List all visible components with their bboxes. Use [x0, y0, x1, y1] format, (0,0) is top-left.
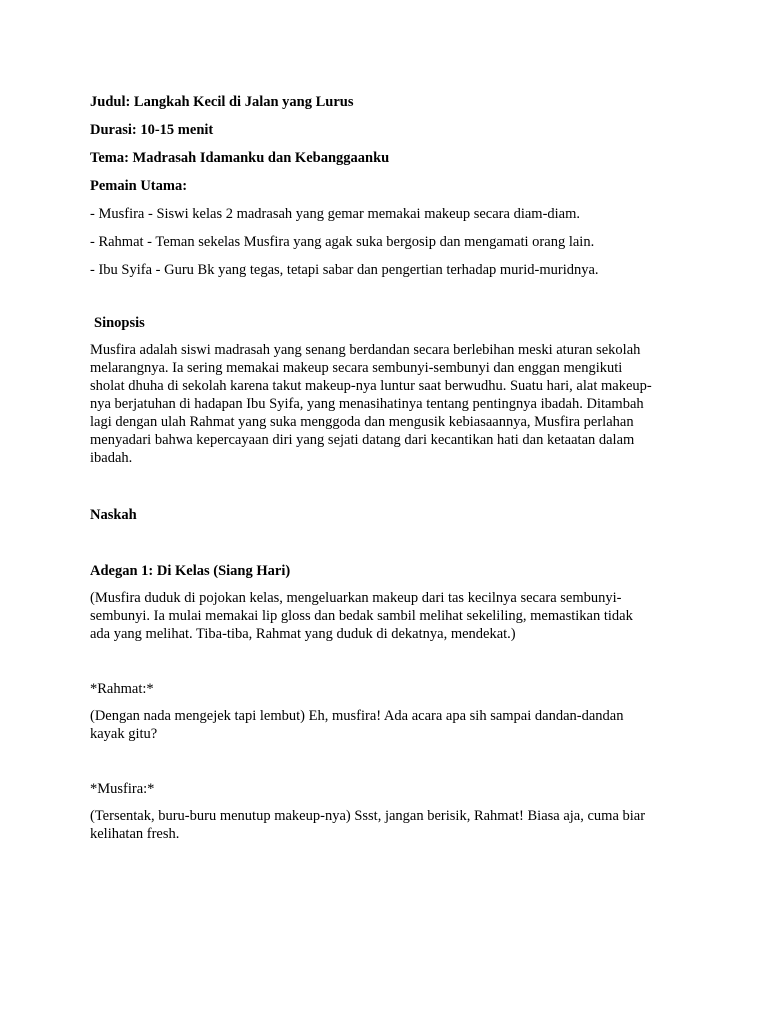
synopsis-line: ibadah. — [90, 450, 133, 466]
script-heading: Naskah — [90, 507, 137, 523]
cast-item-rahmat: - Rahmat - Teman sekelas Musfira yang agak suka bergosip dan mengamati orang lain. — [90, 234, 595, 250]
document-page — [90, 92, 670, 843]
synopsis-line: nya berjatuhan di hadapan Ibu Syifa, yang menasihatinya tentang pentingnya ibadah. Ditambah — [90, 396, 644, 412]
dialog-line: (Tersentak, buru-buru menutup makeup-nya) Ssst, jangan berisik, Rahmat! Biasa aja, cuma biar — [90, 808, 646, 824]
speaker-rahmat: *Rahmat:* — [90, 681, 154, 697]
cast-item-ibu-syifa: - Ibu Syifa - Guru Bk yang tegas, tetapi sabar dan pengertian terhadap murid-muridnya. — [90, 262, 599, 278]
synopsis-line: sholat dhuha di sekolah karena takut makeup-nya luntur saat berwudhu. Suatu hari, alat makeup- — [90, 378, 652, 394]
dialog-line: kayak gitu? — [90, 726, 158, 742]
cast-heading: Pemain Utama: — [90, 178, 188, 194]
dialog-musfira — [90, 807, 670, 843]
synopsis-line: melarangnya. Ia sering memakai makeup secara sembunyi-sembunyi dan enggan mengikuti — [90, 360, 623, 376]
synopsis-line: lagi dengan ulah Rahmat yang suka menggoda dan mengusik kebiasaannya, Musfira perlahan — [90, 414, 634, 430]
synopsis-paragraph — [90, 341, 670, 467]
cast-item-musfira: - Musfira - Siswi kelas 2 madrasah yang gemar memakai makeup secara diam-diam. — [90, 206, 581, 222]
stage-direction-line: (Musfira duduk di pojokan kelas, mengeluarkan makeup dari tas kecilnya secara sembunyi- — [90, 590, 622, 606]
synopsis-line: Musfira adalah siswi madrasah yang senang berdandan secara berlebihan meski aturan sekolah — [90, 342, 641, 358]
title-line: Judul: Langkah Kecil di Jalan yang Lurus — [90, 94, 354, 110]
scene-1-heading: Adegan 1: Di Kelas (Siang Hari) — [90, 563, 291, 579]
synopsis-line: menyadari bahwa kepercayaan diri yang sejati datang dari kecantikan hati dan ketaatan dalam — [90, 432, 635, 448]
duration-line: Durasi: 10-15 menit — [90, 122, 214, 138]
synopsis-heading: Sinopsis — [94, 315, 145, 331]
stage-direction-line: ada yang melihat. Tiba-tiba, Rahmat yang duduk di dekatnya, mendekat.) — [90, 626, 516, 642]
dialog-line: (Dengan nada mengejek tapi lembut) Eh, musfira! Ada acara apa sih sampai dandan-dandan — [90, 708, 624, 724]
stage-direction-line: sembunyi. Ia mulai memakai lip gloss dan bedak sambil melihat sekeliling, memastikan tidak — [90, 608, 633, 624]
scene-1-stage-direction — [90, 589, 670, 643]
dialog-rahmat — [90, 707, 670, 743]
theme-line: Tema: Madrasah Idamanku dan Kebanggaanku — [90, 150, 390, 166]
speaker-musfira: *Musfira:* — [90, 781, 155, 797]
dialog-line: kelihatan fresh. — [90, 826, 180, 842]
